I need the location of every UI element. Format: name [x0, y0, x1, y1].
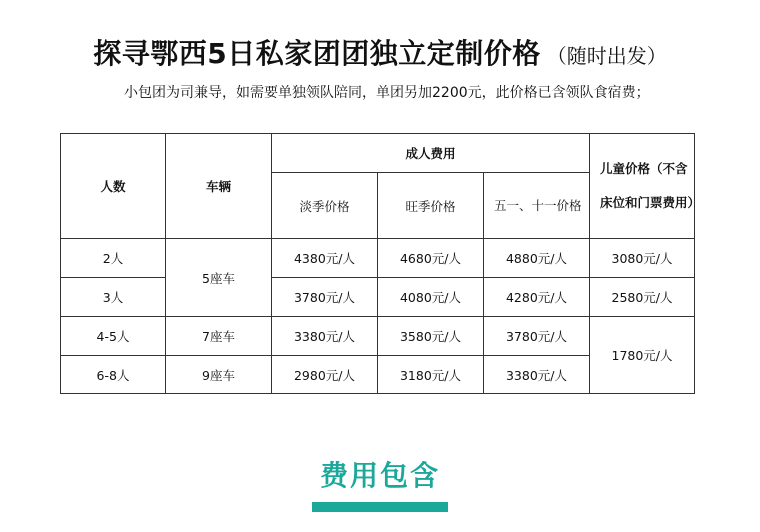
- header-people: 人数: [61, 134, 166, 239]
- cell-off: 3380元/人: [272, 317, 378, 356]
- page-title: [0, 32, 760, 72]
- price-note: 小包团为司兼导，如需要单独领队陪同，单团另加2200元，此价格已含领队食宿费；: [124, 85, 650, 101]
- title-main: 探寻鄂西5日私家团团独立定制价格: [93, 37, 541, 70]
- header-peak-season: 旺季价格: [378, 173, 484, 239]
- cell-child: 2580元/人: [590, 278, 695, 317]
- header-off-season: 淡季价格: [272, 173, 378, 239]
- header-holiday: 五一、十一价格: [484, 173, 590, 239]
- header-child: 儿童价格（不含床位和门票费用）: [590, 134, 695, 239]
- cell-holiday: 4280元/人: [484, 278, 590, 317]
- header-vehicle: 车辆: [166, 134, 272, 239]
- section-underline-bar: [312, 502, 448, 512]
- cell-off: 3780元/人: [272, 278, 378, 317]
- table-row: [61, 239, 695, 278]
- cell-peak: 4080元/人: [378, 278, 484, 317]
- header-adult-group: 成人费用: [272, 134, 590, 173]
- cell-holiday: 3380元/人: [484, 356, 590, 394]
- table-header-row: [61, 134, 695, 173]
- section-title: 费用包含: [319, 459, 440, 492]
- cell-vehicle: 7座车: [166, 317, 272, 356]
- price-table: [60, 133, 701, 394]
- cell-peak: 4680元/人: [378, 239, 484, 278]
- table-row: [61, 278, 695, 317]
- cell-people: 2人: [61, 239, 166, 278]
- cell-people: 4-5人: [61, 317, 166, 356]
- cell-holiday: 3780元/人: [484, 317, 590, 356]
- cell-peak: 3580元/人: [378, 317, 484, 356]
- cell-child: 3080元/人: [590, 239, 695, 278]
- title-suffix: （随时出发）: [546, 44, 667, 68]
- cell-peak: 3180元/人: [378, 356, 484, 394]
- cell-vehicle: 9座车: [166, 356, 272, 394]
- cell-child: 1780元/人: [590, 317, 695, 394]
- cell-holiday: 4880元/人: [484, 239, 590, 278]
- table-row: [61, 317, 695, 356]
- cell-off: 4380元/人: [272, 239, 378, 278]
- cell-vehicle: 5座车: [166, 239, 272, 317]
- cell-off: 2980元/人: [272, 356, 378, 394]
- cell-people: 6-8人: [61, 356, 166, 394]
- cell-people: 3人: [61, 278, 166, 317]
